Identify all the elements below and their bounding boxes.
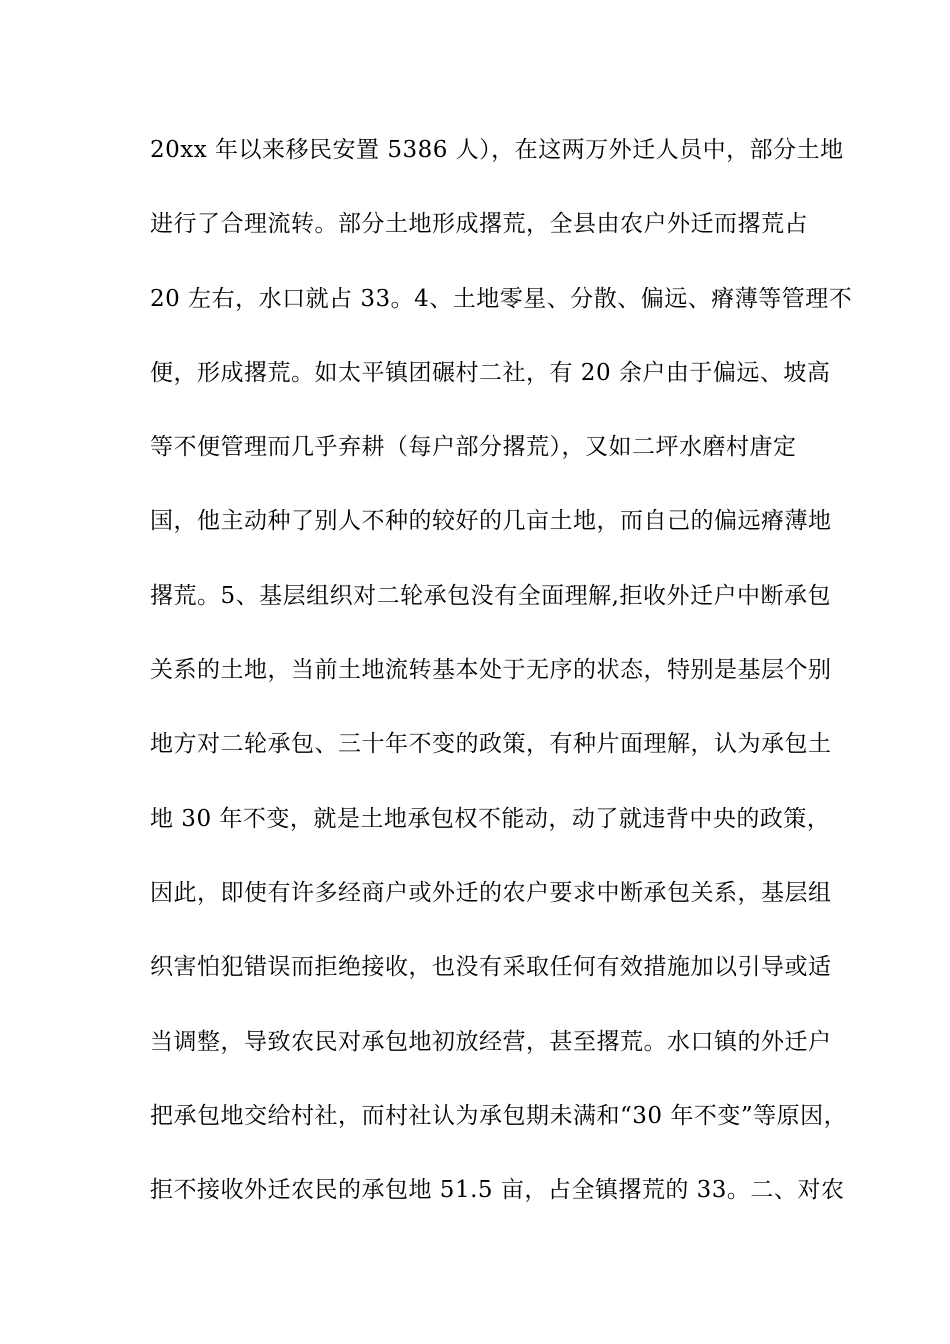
text-line-7: 撂荒。5、基层组织对二轮承包没有全面理解,拒收外迁户中断承包 [150,582,831,609]
text-line-4: 便，形成撂荒。如太平镇团碾村二社，有 20 余户由于偏远、坡高 [150,359,831,386]
text-line-3: 20 左右，水口就占 33。4、土地零星、分散、偏远、瘠薄等管理不 [150,285,853,312]
text-line-8: 关系的土地，当前土地流转基本处于无序的状态，特别是基层个别 [150,657,832,684]
text-line-5: 等不便管理而几乎弃耕（每户部分撂荒），又如二坪水磨村唐定 [150,434,797,461]
text-line-14: 把承包地交给村社，而村社认为承包期未满和“30 年不变”等原因， [150,1102,848,1129]
text-line-11: 因此，即使有许多经商户或外迁的农户要求中断承包关系，基层组 [150,879,832,906]
text-line-10: 地 30 年不变，就是土地承包权不能动，动了就违背中央的政策， [150,805,831,832]
text-line-2: 进行了合理流转。部分土地形成撂荒，全县由农户外迁而撂荒占 [150,211,808,238]
text-line-1: 20xx 年以来移民安置 5386 人），在这两万外迁人员中，部分土地 [150,137,844,163]
body-text [150,128,853,1242]
text-line-6: 国，他主动种了别人不种的较好的几亩土地，而自己的偏远瘠薄地 [150,508,832,535]
text-line-9: 地方对二轮承包、三十年不变的政策，有种片面理解，认为承包土 [150,731,832,758]
text-line-13: 当调整，导致农民对承包地初放经营，甚至撂荒。水口镇的外迁户 [150,1028,832,1055]
text-line-15: 拒不接收外迁农民的承包地 51.5 亩，占全镇撂荒的 33。二、对农 [150,1177,845,1204]
text-line-12: 织害怕犯错误而拒绝接收，也没有采取任何有效措施加以引导或适 [150,954,832,981]
